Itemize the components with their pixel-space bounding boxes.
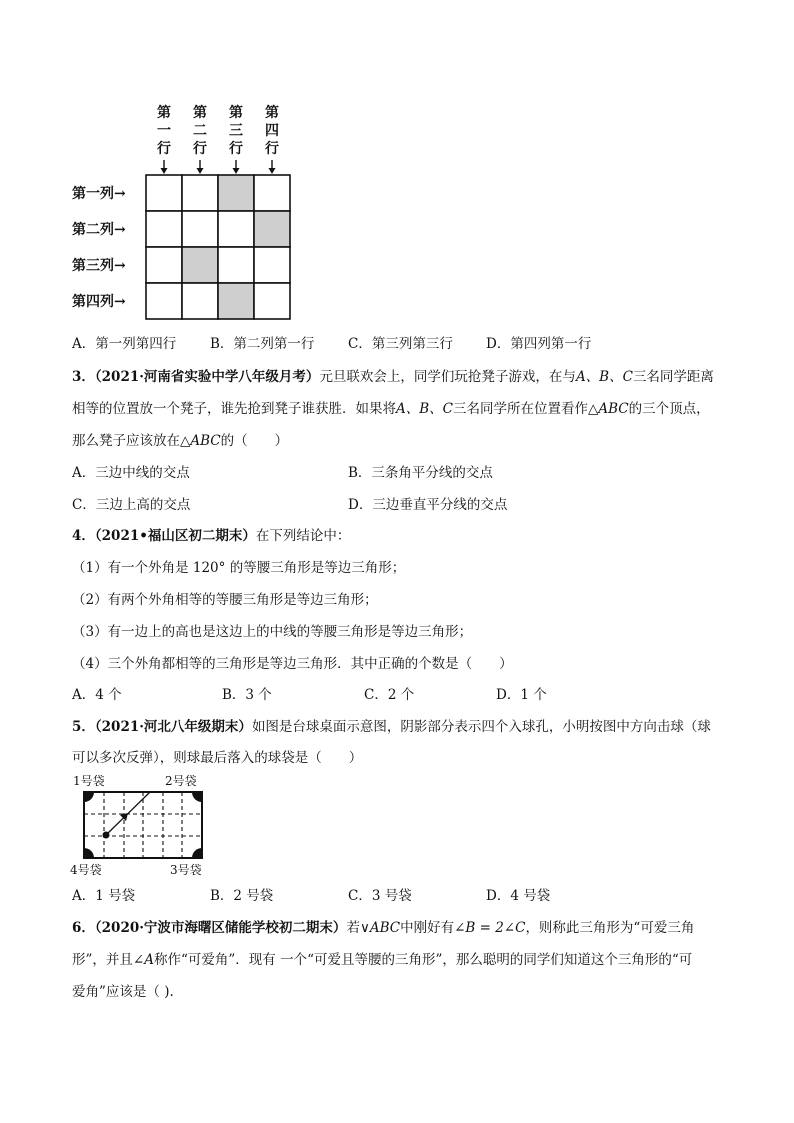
- q3-line-1: [72, 368, 714, 386]
- q3-line-3: [72, 432, 288, 450]
- q3-text: 的三个顶点，: [628, 401, 710, 417]
- grid-cell: [218, 283, 254, 319]
- grid-cell: [146, 247, 182, 283]
- grid-cell: [182, 175, 218, 211]
- pocket-label-2: 2号袋: [165, 774, 197, 788]
- q3-choice-b[interactable]: B．三条角平分线的交点: [348, 465, 493, 481]
- grid-cell: [218, 211, 254, 247]
- q4-choice-a[interactable]: A．4 个: [72, 687, 122, 703]
- left-column-label: 第一列→: [72, 186, 126, 202]
- grid-cell: [182, 247, 218, 283]
- pocket-label-3: 3号袋: [170, 863, 202, 877]
- q6-line-2: [72, 951, 692, 969]
- q3-text: 三名同学距离: [632, 369, 714, 385]
- top-row-label: 第三行: [229, 105, 243, 157]
- q5-choice-d[interactable]: D．4 号袋: [486, 888, 551, 904]
- q2-choice-a[interactable]: A．第一列第四行: [72, 336, 177, 352]
- q3-text: 那么凳子应该放在: [72, 433, 180, 449]
- down-arrow-head-icon: [233, 168, 240, 174]
- q3-text: 的（ ）: [220, 433, 289, 449]
- billiard-table-figure: [70, 770, 220, 880]
- grid-cell: [218, 247, 254, 283]
- q3-line-2: [72, 400, 710, 418]
- grid-cell: [146, 175, 182, 211]
- q6-line-1: [72, 919, 694, 937]
- q2-choice-c[interactable]: C．第三列第三行: [348, 336, 453, 352]
- pocket-label-1: 1号袋: [73, 774, 105, 788]
- q3-triangle: △ABC: [588, 401, 629, 417]
- q6-source: （2020·宁波市海曙区储能学校初二期末）: [94, 920, 347, 936]
- q6-triangle: ∨ABC: [359, 920, 401, 936]
- q5-choice-b[interactable]: B．2 号袋: [210, 888, 274, 904]
- grid-cell: [218, 175, 254, 211]
- grid-cell: [182, 283, 218, 319]
- q5-line-1: [72, 718, 711, 736]
- q4-choice-b[interactable]: B．3 个: [222, 687, 272, 703]
- left-column-label: 第三列→: [72, 258, 126, 274]
- grid-cell: [146, 283, 182, 319]
- q6-angle: ∠A: [132, 952, 154, 968]
- q6-equation: ∠B = 2∠C: [454, 920, 526, 936]
- down-arrow-head-icon: [197, 168, 204, 174]
- q4-choice-c[interactable]: C．2 个: [364, 687, 415, 703]
- q6-text: 称作“可爱角”．现有 一个“可爱且等腰的三角形”，那么聪明的同学们知道这个三角形的“可: [153, 952, 693, 968]
- q3-text: 三名同学所在位置看作: [453, 401, 588, 417]
- grid-cell: [182, 211, 218, 247]
- q3-number: 3．: [72, 369, 95, 385]
- q3-vars: A、B、C: [396, 401, 453, 417]
- q4-number: 4．: [72, 528, 95, 544]
- q6-text: 中刚好有: [400, 920, 455, 936]
- top-row-label: 第二行: [193, 105, 207, 157]
- q6-line-3: 爱角”应该是（ ).: [72, 984, 174, 1000]
- q4-intro: 在下列结论中：: [255, 528, 351, 544]
- q6-text: 若: [346, 920, 360, 936]
- q5-line-2: 可以多次反弹），则球最后落入的球袋是（ ）: [72, 750, 363, 766]
- q3-text: 相等的位置放一个凳子，谁先抢到凳子谁获胜．如果将: [72, 401, 396, 417]
- q3-choice-c[interactable]: C．三边上高的交点: [72, 497, 191, 513]
- q3-source: （2021·河南省实验中学八年级月考）: [94, 369, 320, 385]
- down-arrow-head-icon: [161, 168, 168, 174]
- grid-cell: [254, 283, 290, 319]
- pocket-label-4: 4号袋: [70, 863, 102, 877]
- q5-choice-a[interactable]: A．1 号袋: [72, 888, 136, 904]
- q3-triangle: △ABC: [180, 433, 221, 449]
- grid-cell: [254, 247, 290, 283]
- q5-source: （2021·河北八年级期末）: [94, 719, 252, 735]
- top-row-label: 第一行: [157, 105, 171, 157]
- q2-choice-b[interactable]: B．第二列第一行: [210, 336, 315, 352]
- q6-text: ，则称此三角形为“可爱三角: [525, 920, 695, 936]
- q3-choice-a[interactable]: A．三边中线的交点: [72, 465, 190, 481]
- grid-cell: [254, 175, 290, 211]
- left-column-label: 第二列→: [72, 222, 126, 238]
- grid-cell: [254, 211, 290, 247]
- q3-text: 元旦联欢会上，同学们玩抢凳子游戏，在与: [319, 369, 576, 385]
- q6-text: 形”，并且: [72, 952, 133, 968]
- down-arrow-head-icon: [269, 168, 276, 174]
- q5-choice-c[interactable]: C．3 号袋: [348, 888, 412, 904]
- q2-choice-d[interactable]: D．第四列第一行: [486, 336, 592, 352]
- q4-item-4: （4）三个外角都相等的三角形是等边三角形．其中正确的个数是（ ）: [72, 656, 513, 672]
- q3-vars: A、B、C: [575, 369, 633, 385]
- q5-number: 5．: [72, 719, 95, 735]
- q4-source: （2021•福山区初二期末）: [94, 528, 256, 544]
- grid-cell: [146, 211, 182, 247]
- q3-choice-d[interactable]: D．三边垂直平分线的交点: [348, 497, 508, 513]
- q5-text: 如图是台球桌面示意图，阴影部分表示四个入球孔，小明按图中方向击球（球: [251, 719, 711, 735]
- q4-item-3: （3）有一边上的高也是这边上的中线的等腰三角形是等边三角形；: [72, 624, 473, 640]
- grid-figure: [70, 100, 300, 346]
- q4-choice-d[interactable]: D．1 个: [496, 687, 547, 703]
- q6-number: 6．: [72, 920, 95, 936]
- q4-item-1: （1）有一个外角是 120° 的等腰三角形是等边三角形；: [72, 560, 406, 576]
- left-column-label: 第四列→: [72, 294, 126, 310]
- top-row-label: 第四行: [265, 105, 279, 157]
- q4-line-1: [72, 527, 350, 545]
- q4-item-2: （2）有两个外角相等的等腰三角形是等边三角形；: [72, 592, 378, 608]
